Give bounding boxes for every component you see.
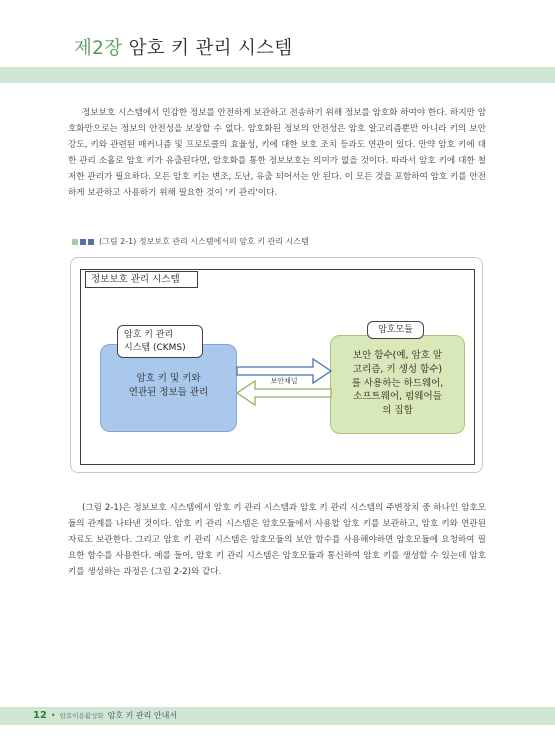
paragraph-intro <box>68 105 486 202</box>
ckms-label-line: 시스템 (CKMS) <box>124 343 186 353</box>
footer-logo: 암호이용활성화 <box>59 712 104 720</box>
secure-channel-label: 보안채널 <box>270 377 298 385</box>
ckms-description-line: 연관된 정보들 관리 <box>128 387 209 398</box>
chapter-title <box>74 34 293 60</box>
paragraph-intro-text: 정보보호 시스템에서 민감한 정보를 안전하게 보관하고 전송하기 위해 정보를 암호화 하여야 한다. 하지만 암호화만으로는 정보의 안전성을 보장할 수 없다. 암호화된 정보의 안전성은 암호 알고리즘뿐만 아니라 키의 보안 강도, 키와 관련된 매커니즘 및 프로토콜의 효율성, 키에 대한 보호 조치 등과도 연관이 있다. 만약 암호 키에 대한 관리 소홀로 암호 키가 유출된다면, 암호화를 통한 정보보호는 의미가 없을 것이다. 따라서 암호 키에 대한 철저한 관리가 필요하다. 모든 암호 키는 변조, 도난, 유출 되어서는 안 된다. 이 모든 것을 포함하여 암호 키를 안전하게 보관하고 사용하기 위해 필요한 것이 '키 관리'이다. <box>68 108 486 199</box>
title-band <box>0 67 555 83</box>
footer-bullet: • <box>50 711 56 720</box>
crypto-module-line: 보안 함수(예, 암호 알 <box>352 350 443 361</box>
page-footer <box>33 710 177 721</box>
chapter-number: 제2장 <box>74 38 123 59</box>
system-label: 정보보호 관리 시스템 <box>85 271 198 288</box>
figure-caption <box>72 236 309 247</box>
crypto-module-line: 를 사용하는 하드웨어, <box>351 377 444 389</box>
chapter-name: 암호 키 관리 시스템 <box>128 38 293 59</box>
figure-caption-text: (그림 2-1) 정보보호 관리 시스템에서의 암호 키 관리 시스템 <box>99 237 309 246</box>
crypto-module-line: 소프트웨어, 펌웨어들 <box>353 391 442 403</box>
ckms-label <box>117 325 203 358</box>
footer-guide-title: 암호 키 관리 안내서 <box>107 711 178 720</box>
paragraph-figure-explanation <box>68 500 486 580</box>
ckms-description <box>100 372 237 400</box>
crypto-module-line: 고리즘, 키 생성 함수) <box>352 363 443 375</box>
crypto-module-description <box>330 349 465 418</box>
paragraph-figure-explanation-text: (그림 2-1)은 정보보호 시스템에서 암호 키 관리 시스템과 암호 키 관리 시스템의 주변장치 중 하나인 암호모듈의 관계를 나타낸 것이다. 암호 키 관리 시스템은 암호모듈에서 사용할 암호 키를 보관하고, 암호 키와 연관된 자료도 보관한다. 그리고 암호 키 관리 시스템은 암호모듈의 보안 함수를 사용해야하면 암호모듈에 요청하여 필요한 함수를 사용한다. 예를 들어, 암호 키 관리 시스템은 암호모듈과 통신하여 암호 키를 생성할 수 있는데 암호 키를 생성하는 과정은 (그림 2-2)와 같다. <box>68 503 486 578</box>
caption-square-icon <box>88 239 94 245</box>
crypto-module-label: 암호모듈 <box>367 321 424 339</box>
ckms-description-line: 암호 키 및 키와 <box>136 373 201 384</box>
crypto-module-line: 의 집합 <box>382 405 413 417</box>
caption-square-icon <box>72 239 78 245</box>
page-number: 12 <box>33 710 47 721</box>
ckms-label-line: 암호 키 관리 <box>124 330 174 340</box>
caption-square-icon <box>80 239 86 245</box>
